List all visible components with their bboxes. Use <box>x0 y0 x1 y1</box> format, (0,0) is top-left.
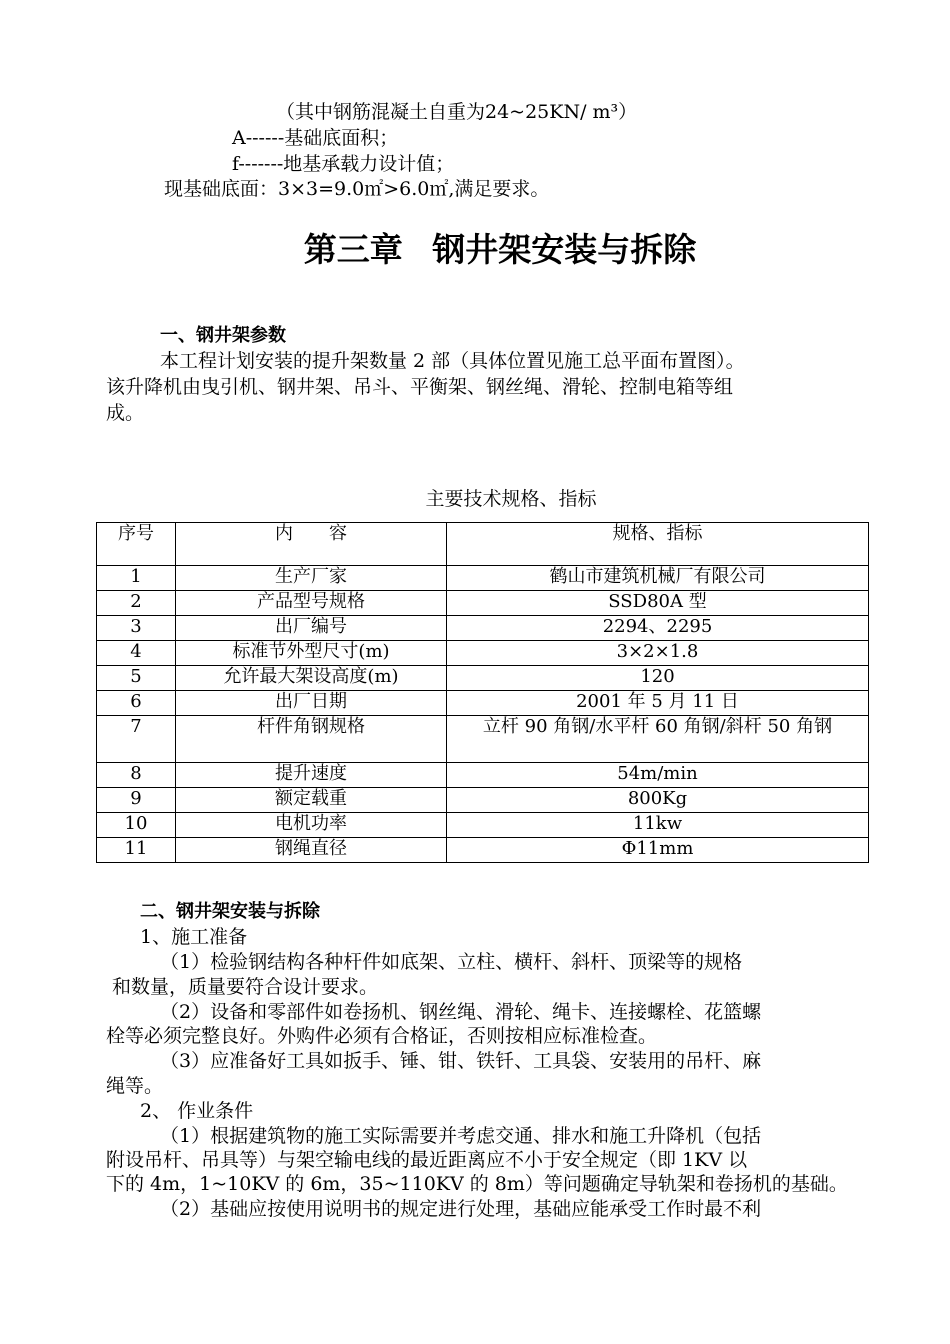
table-row <box>97 838 869 863</box>
top-line-1: （其中钢筋混凝土自重为24~25KN/ m³） <box>276 101 638 123</box>
table-title: 主要技术规格、指标 <box>425 488 597 510</box>
p2-line-2: 栓等必须完整良好。外购件必须有合格证，否则按相应标准检查。 <box>106 1025 658 1047</box>
row-spec: 11kw <box>447 813 869 838</box>
section1-para-line-2: 该升降机由曳引机、钢井架、吊斗、平衡架、钢丝绳、滑轮、控制电箱等组 <box>106 376 734 398</box>
row-spec: 120 <box>447 666 869 691</box>
row-content: 产品型号规格 <box>176 591 447 616</box>
spec-table <box>96 522 869 863</box>
table-row <box>97 813 869 838</box>
row-index: 8 <box>97 763 176 788</box>
p3-line-1: （3）应准备好工具如扳手、锤、钳、铁钎、工具袋、安装用的吊杆、麻 <box>160 1050 762 1072</box>
row-index: 2 <box>97 591 176 616</box>
p4-line-3: 下的 4m，1~10KV 的 6m，35~110KV 的 8m）等问题确定导轨架和卷扬机的基础。 <box>106 1173 848 1195</box>
row-spec: Φ11mm <box>447 838 869 863</box>
subsection-2: 2、 作业条件 <box>140 1100 254 1122</box>
section2-heading: 二、钢井架安装与拆除 <box>140 901 320 922</box>
row-index: 10 <box>97 813 176 838</box>
top-line-2: A------基础底面积； <box>232 127 399 149</box>
row-content: 生产厂家 <box>176 566 447 591</box>
section1-para-line-3: 成。 <box>106 402 145 424</box>
table-header-row <box>97 523 869 566</box>
p1-line-1: （1）检验钢结构各种杆件如底架、立柱、横杆、斜杆、顶梁等的规格 <box>160 951 743 973</box>
table-row <box>97 616 869 641</box>
table-row <box>97 566 869 591</box>
table-row <box>97 591 869 616</box>
p2-line-1: （2）设备和零部件如卷扬机、钢丝绳、滑轮、绳卡、连接螺栓、花篮螺 <box>160 1001 762 1023</box>
row-index: 9 <box>97 788 176 813</box>
top-line-4: 现基础底面：3×3=9.0㎡>6.0㎡,满足要求。 <box>164 178 550 200</box>
top-line-3: f-------地基承载力设计值； <box>232 153 455 175</box>
row-content: 提升速度 <box>176 763 447 788</box>
row-index: 11 <box>97 838 176 863</box>
section1-heading: 一、钢井架参数 <box>160 325 286 346</box>
row-spec: 3×2×1.8 <box>447 641 869 666</box>
row-index: 4 <box>97 641 176 666</box>
p5-line-1: （2）基础应按使用说明书的规定进行处理，基础应能承受工作时最不利 <box>160 1198 762 1220</box>
table-row <box>97 788 869 813</box>
chapter-title: 第三章 钢井架安装与拆除 <box>303 230 697 269</box>
row-content: 标准节外型尺寸(m) <box>176 641 447 666</box>
row-index: 1 <box>97 566 176 591</box>
header-content: 内 容 <box>176 523 447 566</box>
row-spec: 立杆 90 角钢/水平杆 60 角钢/斜杆 50 角钢 <box>447 716 869 763</box>
header-index: 序号 <box>97 523 176 566</box>
row-spec: 鹤山市建筑机械厂有限公司 <box>447 566 869 591</box>
p1-line-2: 和数量，质量要符合设计要求。 <box>112 976 379 998</box>
row-content: 额定载重 <box>176 788 447 813</box>
row-content: 允许最大架设高度(m) <box>176 666 447 691</box>
row-index: 5 <box>97 666 176 691</box>
header-spec: 规格、指标 <box>447 523 869 566</box>
p4-line-1: （1）根据建筑物的施工实际需要并考虑交通、排水和施工升降机（包括 <box>160 1125 762 1147</box>
row-index: 3 <box>97 616 176 641</box>
table-row <box>97 763 869 788</box>
row-spec: SSD80A 型 <box>447 591 869 616</box>
section1-para-line-1: 本工程计划安装的提升架数量 2 部（具体位置见施工总平面布置图）。 <box>160 350 745 372</box>
row-spec: 54m/min <box>447 763 869 788</box>
table-row <box>97 716 869 763</box>
table-row <box>97 691 869 716</box>
row-content: 电机功率 <box>176 813 447 838</box>
row-index: 7 <box>97 716 176 763</box>
row-content: 杆件角钢规格 <box>176 716 447 763</box>
p4-line-2: 附设吊杆、吊具等）与架空输电线的最近距离应不小于安全规定（即 1KV 以 <box>106 1149 748 1171</box>
row-content: 钢绳直径 <box>176 838 447 863</box>
p3-line-2: 绳等。 <box>106 1075 164 1097</box>
row-content: 出厂编号 <box>176 616 447 641</box>
table-row <box>97 666 869 691</box>
row-content: 出厂日期 <box>176 691 447 716</box>
table-row <box>97 641 869 666</box>
subsection-1: 1、施工准备 <box>140 926 248 948</box>
row-index: 6 <box>97 691 176 716</box>
row-spec: 2001 年 5 月 11 日 <box>447 691 869 716</box>
row-spec: 2294、2295 <box>447 616 869 641</box>
row-spec: 800Kg <box>447 788 869 813</box>
